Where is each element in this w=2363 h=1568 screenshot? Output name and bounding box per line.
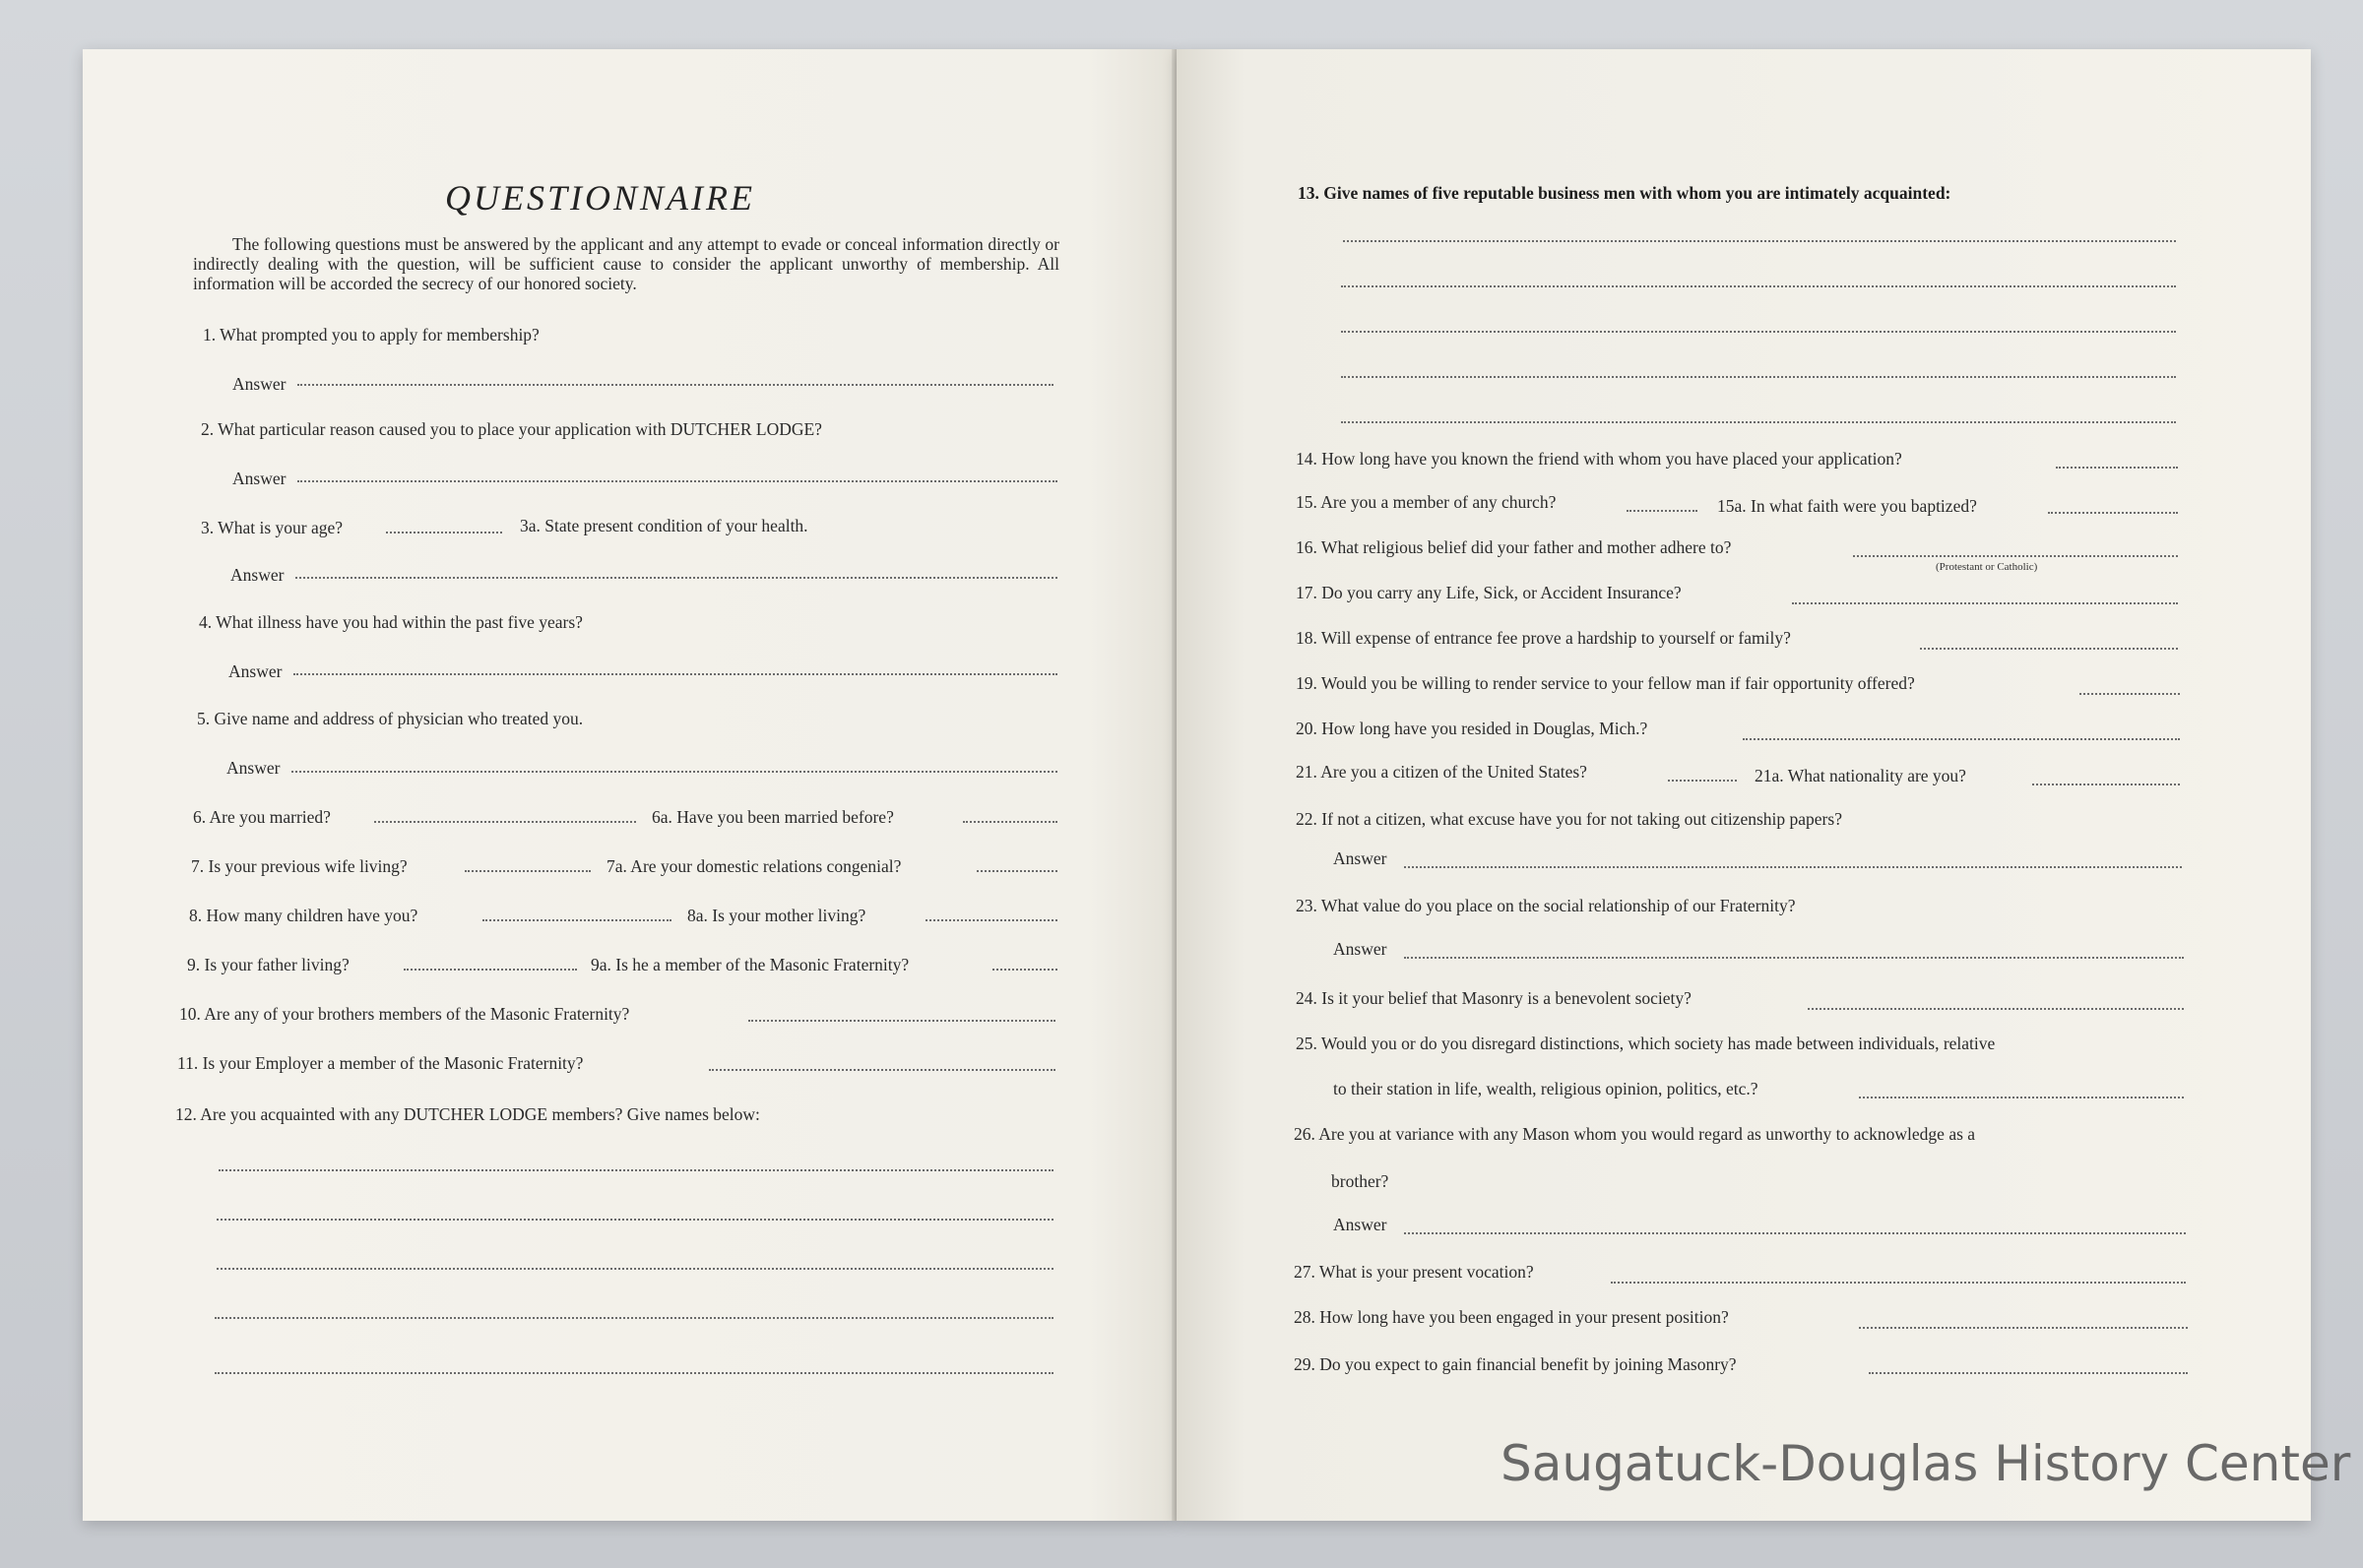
- answer-line-3a[interactable]: [295, 577, 1057, 579]
- answer-label-22: Answer: [1333, 848, 1387, 868]
- business-men-line-2[interactable]: [1341, 285, 2176, 287]
- question-26-line-1: 26. Are you at variance with any Mason whom you would regard as unworthy to acknowledge as a: [1294, 1124, 1976, 1144]
- answer-line-7a[interactable]: [977, 870, 1057, 872]
- question-9a: 9a. Is he a member of the Masonic Fraternity?: [591, 955, 910, 974]
- names-line-4[interactable]: [215, 1317, 1054, 1319]
- question-29: 29. Do you expect to gain financial benefit by joining Masonry?: [1294, 1354, 1737, 1374]
- answer-line-1[interactable]: [297, 384, 1054, 386]
- answer-line-27[interactable]: [1611, 1282, 2186, 1284]
- answer-line-20[interactable]: [1743, 738, 2180, 740]
- question-3a: 3a. State present condition of your health.: [520, 516, 808, 535]
- question-4: 4. What illness have you had within the past five years?: [199, 612, 583, 632]
- answer-line-22[interactable]: [1404, 866, 2182, 868]
- answer-line-21a[interactable]: [2032, 784, 2180, 785]
- names-line-3[interactable]: [217, 1268, 1054, 1270]
- question-16-note: (Protestant or Catholic): [1936, 561, 2038, 573]
- answer-line-29[interactable]: [1869, 1372, 2188, 1374]
- question-22: 22. If not a citizen, what excuse have you for not taking out citizenship papers?: [1296, 809, 1842, 829]
- answer-label-4: Answer: [228, 661, 283, 681]
- question-3: 3. What is your age?: [201, 518, 344, 537]
- answer-line-26[interactable]: [1404, 1232, 2186, 1234]
- answer-label-5: Answer: [226, 758, 281, 778]
- question-7: 7. Is your previous wife living?: [191, 856, 408, 876]
- question-21a: 21a. What nationality are you?: [1755, 766, 1966, 785]
- answer-line-23[interactable]: [1404, 957, 2184, 959]
- question-14: 14. How long have you known the friend with whom you have placed your application?: [1296, 449, 1902, 469]
- question-25-line-2: to their station in life, wealth, religious opinion, politics, etc.?: [1333, 1079, 1758, 1098]
- answer-line-11[interactable]: [709, 1069, 1055, 1071]
- business-men-line-5[interactable]: [1341, 421, 2176, 423]
- question-5: 5. Give name and address of physician who treated you.: [197, 709, 584, 728]
- answer-label-1: Answer: [232, 374, 287, 394]
- names-line-1[interactable]: [219, 1169, 1054, 1171]
- question-12: 12. Are you acquainted with any DUTCHER LODGE members? Give names below:: [175, 1104, 760, 1124]
- answer-line-17[interactable]: [1792, 602, 2178, 604]
- question-11: 11. Is your Employer a member of the Masonic Fraternity?: [177, 1053, 584, 1073]
- answer-line-25[interactable]: [1859, 1097, 2184, 1098]
- answer-label-3: Answer: [230, 565, 285, 585]
- question-23: 23. What value do you place on the social relationship of our Fraternity?: [1296, 896, 1796, 915]
- question-10: 10. Are any of your brothers members of the Masonic Fraternity?: [179, 1004, 630, 1024]
- answer-line-10[interactable]: [748, 1020, 1055, 1022]
- question-18: 18. Will expense of entrance fee prove a hardship to yourself or family?: [1296, 628, 1791, 648]
- answer-line-15a[interactable]: [2048, 512, 2178, 514]
- answer-line-14[interactable]: [2056, 467, 2178, 469]
- question-6: 6. Are you married?: [193, 807, 331, 827]
- watermark: Saugatuck-Douglas History Center: [1501, 1435, 2351, 1492]
- names-line-2[interactable]: [217, 1219, 1054, 1221]
- question-8: 8. How many children have you?: [189, 906, 418, 925]
- answer-line-19[interactable]: [2079, 693, 2180, 695]
- question-16: 16. What religious belief did your father and mother adhere to?: [1296, 537, 1732, 557]
- question-28: 28. How long have you been engaged in your present position?: [1294, 1307, 1729, 1327]
- answer-line-8a[interactable]: [926, 919, 1057, 921]
- answer-line-7[interactable]: [465, 870, 591, 872]
- answer-line-6[interactable]: [374, 821, 636, 823]
- answer-label-26: Answer: [1333, 1215, 1387, 1234]
- answer-label-2: Answer: [232, 469, 287, 488]
- question-13: 13. Give names of five reputable business men with whom you are intimately acquainted:: [1298, 183, 1951, 203]
- intro-paragraph: The following questions must be answered by the applicant and any attempt to evade or conceal information directly or indirectly dealing with the question, will be sufficient cause to consider the applicant unworthy of membership. All information will be accorded the secrecy of our honored society.: [193, 234, 1059, 293]
- answer-line-18[interactable]: [1920, 648, 2178, 650]
- question-1: 1. What prompted you to apply for membership?: [203, 325, 540, 345]
- answer-line-15[interactable]: [1627, 510, 1697, 512]
- answer-line-5[interactable]: [291, 771, 1057, 773]
- answer-line-9a[interactable]: [992, 969, 1057, 971]
- business-men-line-1[interactable]: [1343, 240, 2176, 242]
- question-24: 24. Is it your belief that Masonry is a benevolent society?: [1296, 988, 1692, 1008]
- question-21: 21. Are you a citizen of the United States?: [1296, 762, 1587, 782]
- question-20: 20. How long have you resided in Douglas, Mich.?: [1296, 719, 1648, 738]
- answer-line-3[interactable]: [386, 532, 502, 533]
- answer-label-23: Answer: [1333, 939, 1387, 959]
- names-line-5[interactable]: [215, 1372, 1054, 1374]
- question-6a: 6a. Have you been married before?: [652, 807, 894, 827]
- page-title: QUESTIONNAIRE: [445, 178, 755, 218]
- question-25-line-1: 25. Would you or do you disregard distinctions, which society has made between individuals, relative: [1296, 1034, 1996, 1053]
- question-27: 27. What is your present vocation?: [1294, 1262, 1534, 1282]
- answer-line-21[interactable]: [1668, 780, 1737, 782]
- question-26-line-2: brother?: [1331, 1171, 1389, 1191]
- question-9: 9. Is your father living?: [187, 955, 350, 974]
- business-men-line-3[interactable]: [1341, 331, 2176, 333]
- answer-line-2[interactable]: [297, 480, 1057, 482]
- question-15a: 15a. In what faith were you baptized?: [1717, 496, 1977, 516]
- answer-line-6a[interactable]: [963, 821, 1057, 823]
- answer-line-28[interactable]: [1859, 1327, 2188, 1329]
- answer-line-9[interactable]: [404, 969, 577, 971]
- question-17: 17. Do you carry any Life, Sick, or Accident Insurance?: [1296, 583, 1682, 602]
- business-men-line-4[interactable]: [1341, 376, 2176, 378]
- answer-line-16[interactable]: [1853, 555, 2178, 557]
- question-8a: 8a. Is your mother living?: [687, 906, 866, 925]
- answer-line-4[interactable]: [293, 673, 1057, 675]
- question-19: 19. Would you be willing to render service to your fellow man if fair opportunity offered?: [1296, 673, 1915, 693]
- question-15: 15. Are you a member of any church?: [1296, 492, 1557, 512]
- question-7a: 7a. Are your domestic relations congenial?: [607, 856, 902, 876]
- answer-line-24[interactable]: [1808, 1008, 2184, 1010]
- answer-line-8[interactable]: [482, 919, 671, 921]
- question-2: 2. What particular reason caused you to place your application with DUTCHER LODGE?: [201, 419, 822, 439]
